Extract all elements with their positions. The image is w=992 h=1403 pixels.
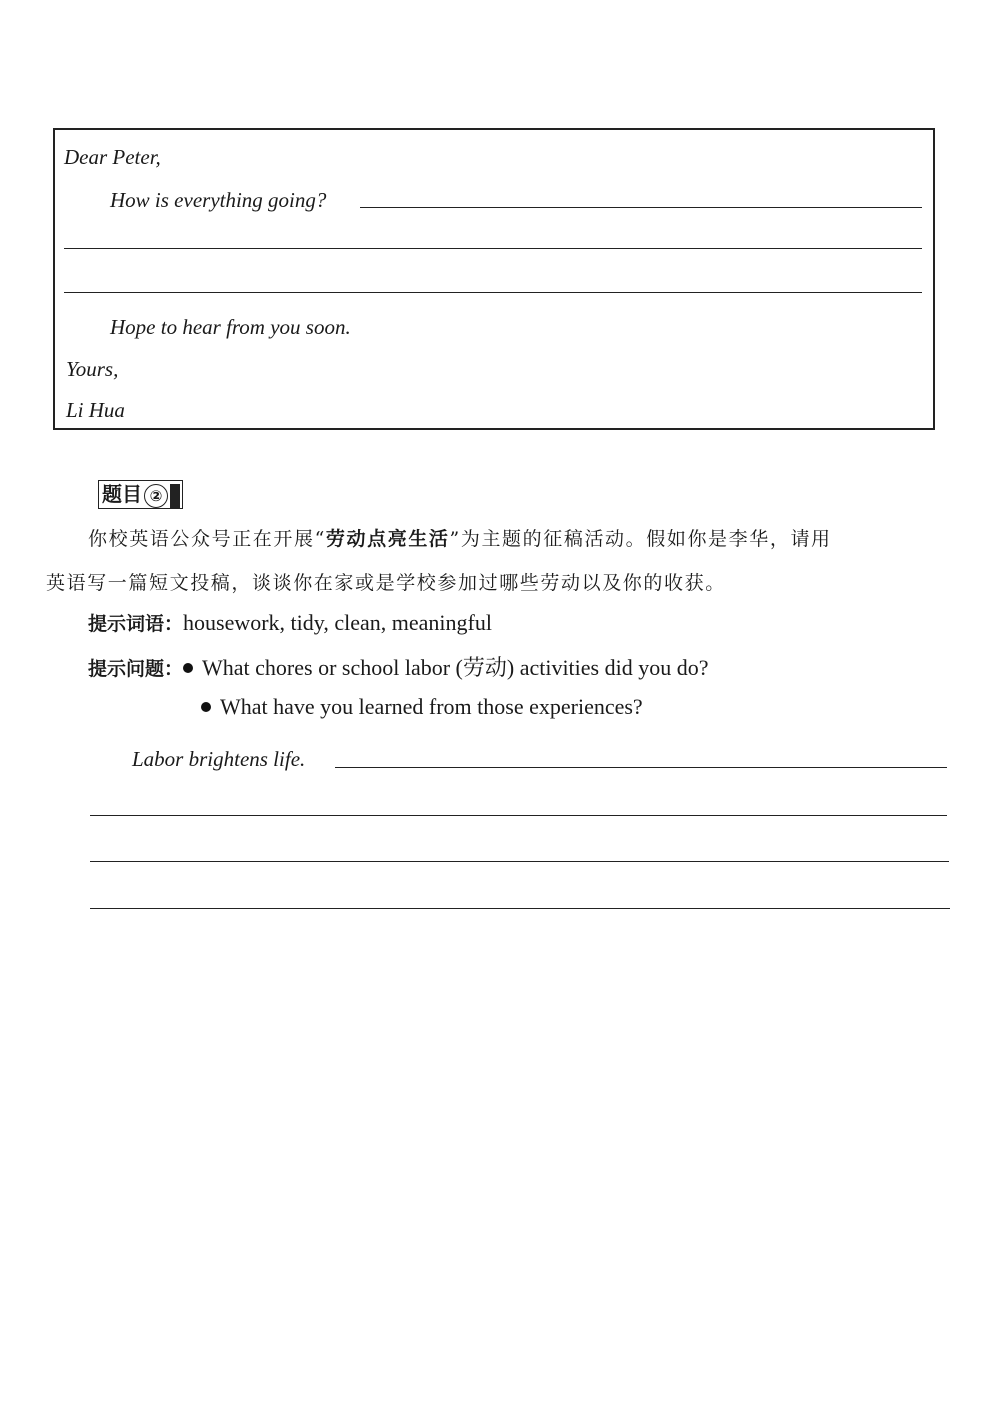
instruction-line-1-pre: 你校英语公众号正在开展“ (88, 528, 326, 550)
question-label (98, 480, 183, 509)
start-sentence: Labor brightens life. (132, 747, 306, 771)
instruction-line-2: 英语写一篇短文投稿，谈谈你在家或是学校参加过哪些劳动以及你的收获。 (46, 572, 726, 594)
keywords-text: housework, tidy, clean, meaningful (183, 610, 492, 635)
theme-text: 劳动点亮生活 (325, 528, 450, 550)
bullet-icon (183, 663, 193, 673)
letter-signoff: Yours, (66, 357, 119, 381)
letter-box (53, 128, 935, 430)
letter-opening: How is everything going? (110, 188, 327, 212)
keywords-label: 提示词语： (88, 613, 184, 635)
prompt-question-1: What chores or school labor (劳动) activities did you do? (202, 655, 709, 680)
instruction-line-1 (88, 524, 832, 551)
letter-greeting: Dear Peter, (64, 145, 161, 169)
writing-line[interactable] (64, 248, 922, 249)
writing-line[interactable] (90, 908, 950, 909)
questions-row (88, 651, 709, 682)
prompt-question-2: What have you learned from those experiences? (220, 694, 643, 719)
question-number: ② (144, 484, 168, 508)
questions-label: 提示问题： (88, 658, 184, 680)
writing-line[interactable] (335, 767, 947, 768)
question-label-text: 题目 (102, 482, 142, 506)
writing-line[interactable] (90, 861, 949, 862)
letter-signature: Li Hua (66, 398, 125, 422)
bullet-icon (201, 702, 211, 712)
writing-line[interactable] (64, 292, 922, 293)
writing-line[interactable] (90, 815, 947, 816)
questions-row-2 (201, 694, 643, 720)
instruction-line-1-post: ”为主题的征稿活动。假如你是李华，请用 (449, 528, 832, 550)
keywords-row (88, 609, 492, 636)
label-tab-mark (170, 484, 180, 508)
letter-closing-line: Hope to hear from you soon. (110, 315, 351, 339)
writing-line[interactable] (360, 207, 922, 208)
